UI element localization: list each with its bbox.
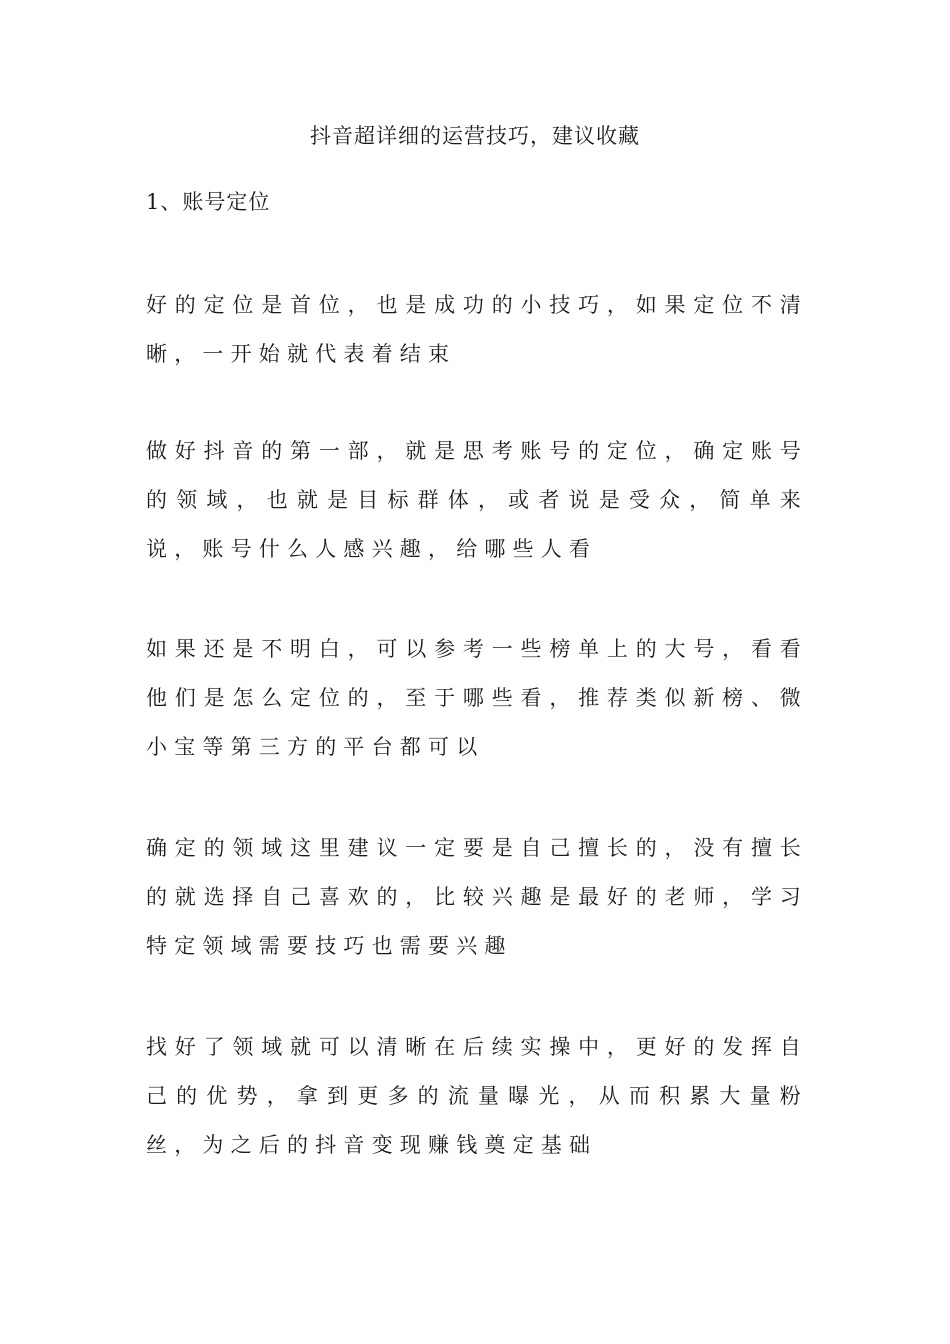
paragraph: 做好抖音的第一部，就是思考账号的定位，确定账号的领域，也就是目标群体，或者说是受众，简单来说，账号什么人感兴趣，给哪些人看 xyxy=(146,439,808,561)
document-title: 抖音超详细的运营技巧，建议收藏 xyxy=(310,124,640,148)
paragraph: 找好了领域就可以清晰在后续实操中，更好的发挥自己的优势，拿到更多的流量曝光，从而积累大量粉丝，为之后的抖音变现赚钱奠定基础 xyxy=(146,1035,808,1157)
paragraph: 确定的领域这里建议一定要是自己擅长的，没有擅长的就选择自己喜欢的，比较兴趣是最好的老师，学习特定领域需要技巧也需要兴趣 xyxy=(146,836,808,958)
paragraph: 如果还是不明白，可以参考一些榜单上的大号，看看他们是怎么定位的，至于哪些看，推荐类似新榜、微小宝等第三方的平台都可以 xyxy=(146,637,808,759)
section-heading: 1、账号定位 xyxy=(146,190,271,214)
paragraph: 好的定位是首位，也是成功的小技巧，如果定位不清晰，一开始就代表着结束 xyxy=(146,293,808,366)
